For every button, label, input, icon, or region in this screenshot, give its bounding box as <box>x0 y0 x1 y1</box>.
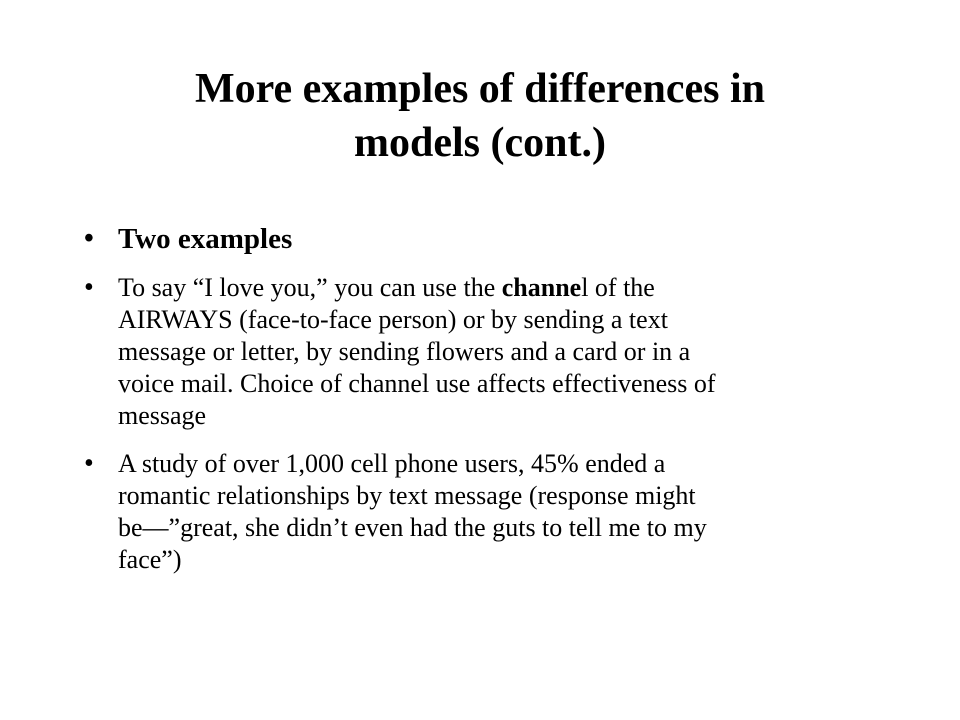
bullet-text-line: AIRWAYS (face-to-face person) or by sending a text <box>118 305 668 334</box>
bullet-text-segment: To say “I love you,” you can use the <box>118 273 502 302</box>
slide-title <box>120 62 840 170</box>
bullet-text-line: be—”great, she didn’t even had the guts to tell me to my <box>118 513 707 542</box>
bullet-text: Two examples <box>118 223 293 255</box>
bullet-text-line: face”) <box>118 545 182 574</box>
bullet-marker: • <box>84 223 94 254</box>
bullet-text-line: voice mail. Choice of channel use affects effectiveness of <box>118 369 716 398</box>
bullet-list <box>84 220 874 592</box>
bullet-marker: • <box>84 448 94 479</box>
bullet-text-segment: l of the <box>581 273 655 302</box>
bullet-text-line: A study of over 1,000 cell phone users, 45% ended a <box>118 449 666 478</box>
bullet-marker: • <box>84 272 94 303</box>
slide-title-line-1: More examples of differences in <box>195 66 765 112</box>
bullet-text-line: romantic relationships by text message (response might <box>118 481 696 510</box>
bullet-text-line <box>118 272 874 304</box>
bullet-text-line: message or letter, by sending flowers and a card or in a <box>118 337 691 366</box>
bullet-text-line: message <box>118 401 207 430</box>
bullet-item-two-examples <box>84 220 874 258</box>
bullet-item-i-love-you <box>84 272 874 432</box>
bullet-text-emphasis: channe <box>501 273 582 302</box>
bullet-item-cell-phone-study <box>84 448 874 576</box>
slide-title-line-2: models (cont.) <box>354 120 606 166</box>
